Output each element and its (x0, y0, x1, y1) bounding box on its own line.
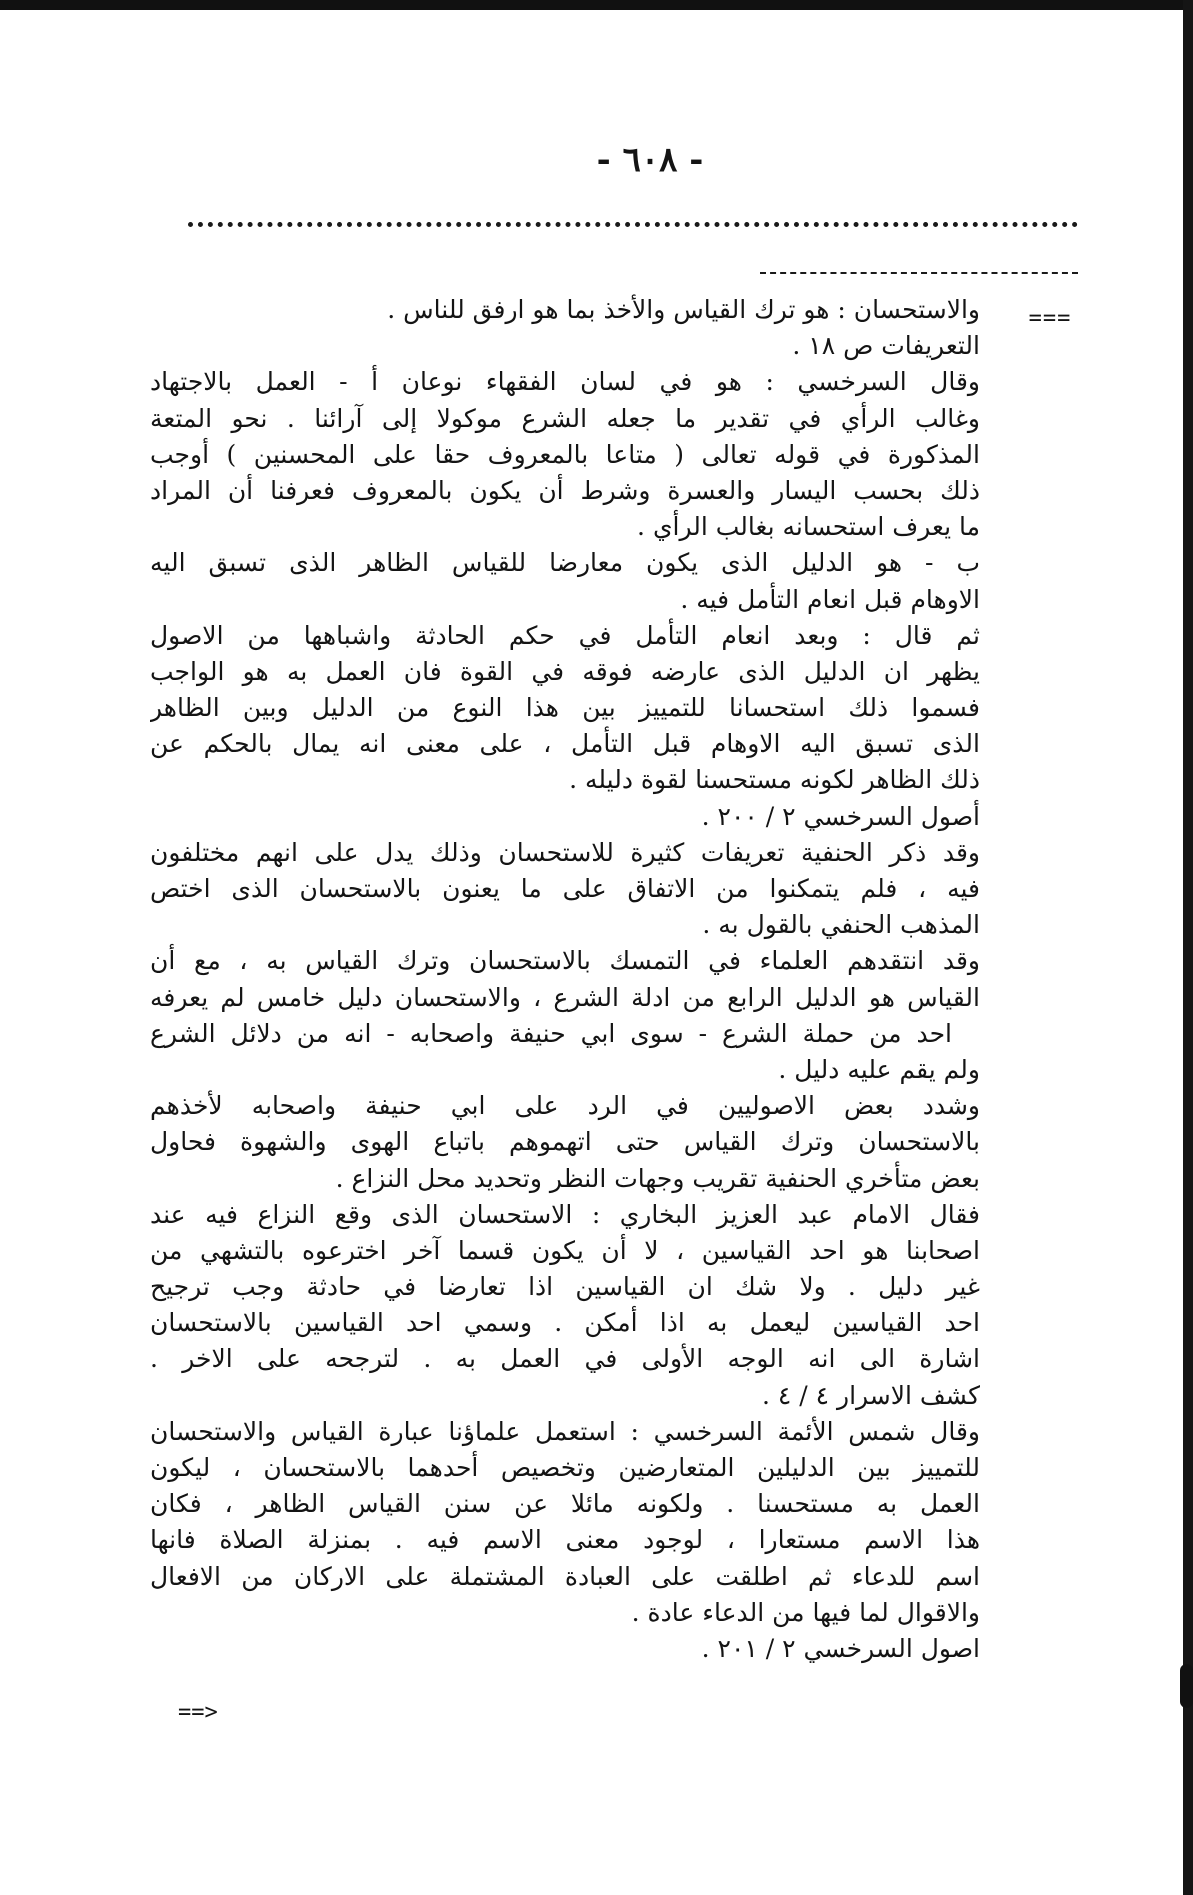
text-line: ثم قال : وبعد انعام التأمل في حكم الحادثة واشباهها من الاصول (150, 620, 980, 650)
text-line: وقد ذكر الحنفية تعريفات كثيرة للاستحسان وذلك يدل على انهم مختلفون (150, 837, 980, 867)
text-line: فيه ، فلم يتمكنوا من الاتفاق على ما يعنون بالاستحسان الذى اختص (150, 874, 980, 903)
text-line: بالاستحسان وترك القياس حتى اتهموهم باتباع الهوى والشهوة فحاول (150, 1127, 980, 1157)
text-line: الذى تسبق اليه الاوهام قبل التأمل ، على معنى انه يمال بالحكم عن (150, 729, 980, 759)
text-line: اشارة الى انه الوجه الأولى في العمل به . لترجحه على الاخر . (150, 1344, 980, 1374)
footnote-marker: === (1028, 306, 1072, 331)
text-line: بعض متأخري الحنفية تقريب وجهات النظر وتحديد محل النزاع . (335, 1163, 980, 1193)
text-line: اصول السرخسي ٢ / ٢٠١ . (701, 1633, 980, 1663)
dashed-separator (760, 272, 1078, 274)
end-arrow-marker: ==> (178, 1700, 218, 1725)
text-line: وقال شمس الأئمة السرخسي : استعمل علماؤنا عبارة القياس والاستحسان (150, 1416, 980, 1446)
text-line: والاقوال لما فيها من الدعاء عادة . (631, 1597, 980, 1627)
text-line: غير دليل . ولا شك ان القياسين اذا تعارضا في حادثة وجب ترجيح (150, 1272, 980, 1302)
text-line: فسموا ذلك استحسانا للتمييز بين هذا النوع من الدليل وبين الظاهر (150, 693, 980, 723)
text-line: اسم للدعاء ثم اطلقت على العبادة المشتملة على الاركان من الافعال (150, 1561, 980, 1591)
text-line: الاوهام قبل انعام التأمل فيه . (680, 584, 980, 614)
text-line: اصحابنا هو احد القياسين ، لا أن يكون قسما آخر اخترعوه بالتشهي من (150, 1235, 980, 1265)
text-line: وقد انتقدهم العلماء في التمسك بالاستحسان وترك القياس به ، مع أن (150, 946, 980, 976)
text-line: وغالب الرأي في تقدير ما جعله الشرع موكولا إلى آرائنا . نحو المتعة (150, 403, 980, 433)
text-line: القياس هو الدليل الرابع من ادلة الشرع ، والاستحسان دليل خامس لم يعرفه (150, 982, 980, 1012)
text-line: وشدد بعض الاصوليين في الرد على ابي حنيفة واصحابه لأخذهم (150, 1091, 980, 1121)
text-line: وقال السرخسي : هو في لسان الفقهاء نوعان أ - العمل بالاجتهاد (150, 367, 980, 397)
scan-right-border (1183, 0, 1193, 1895)
text-line: ذلك الظاهر لكونه مستحسنا لقوة دليله . (569, 765, 980, 795)
text-line: احد من حملة الشرع - سوى ابي حنيفة واصحابه - انه من دلائل الشرع (150, 1018, 952, 1048)
text-line: فقال الامام عبد العزيز البخاري : الاستحسان الذى وقع النزاع فيه عند (150, 1199, 980, 1229)
text-line: ب - هو الدليل الذى يكون معارضا للقياس الظاهر الذى تسبق اليه (150, 548, 980, 578)
text-line: أصول السرخسي ٢ / ٢٠٠ . (701, 801, 980, 831)
text-line: احد القياسين ليعمل به اذا أمكن . وسمي احد القياسين بالاستحسان (150, 1308, 980, 1338)
text-line: المذكورة في قوله تعالى ( متاعا بالمعروف حقا على المحسنين ) أوجب (150, 439, 980, 469)
text-line: التعريفات ص ١٨ . (792, 331, 980, 361)
text-line: يظهر ان الدليل الذى عارضه فوقه في القوة فان العمل به هو الواجب (150, 656, 980, 686)
dotted-separator (188, 222, 1078, 227)
text-line: ما يعرف استحسانه بغالب الرأي . (637, 512, 980, 542)
text-line: ذلك بحسب اليسار والعسرة وشرط أن يكون بالمعروف فعرفنا أن المراد (150, 475, 980, 505)
text-line: المذهب الحنفي بالقول به . (702, 910, 980, 940)
scan-edge-mark (1180, 1664, 1193, 1708)
text-line: للتمييز بين الدليلين المتعارضين وتخصيص أحدهما بالاستحسان ، ليكون (150, 1453, 980, 1482)
page-number: - ٦٠٨ - (596, 140, 704, 180)
text-line: ولم يقم عليه دليل . (778, 1054, 980, 1084)
text-line: العمل به مستحسنا . ولكونه مائلا عن سنن القياس الظاهر ، فكان (150, 1489, 980, 1519)
text-line: والاستحسان : هو ترك القياس والأخذ بما هو ارفق للناس . (387, 295, 980, 324)
text-line: هذا الاسم مستعارا ، لوجود معنى الاسم فيه . بمنزلة الصلاة فانها (150, 1525, 980, 1555)
text-line: كشف الاسرار ٤ / ٤ . (761, 1380, 980, 1410)
footnote-body (150, 292, 980, 1667)
scan-top-border (0, 0, 1193, 10)
